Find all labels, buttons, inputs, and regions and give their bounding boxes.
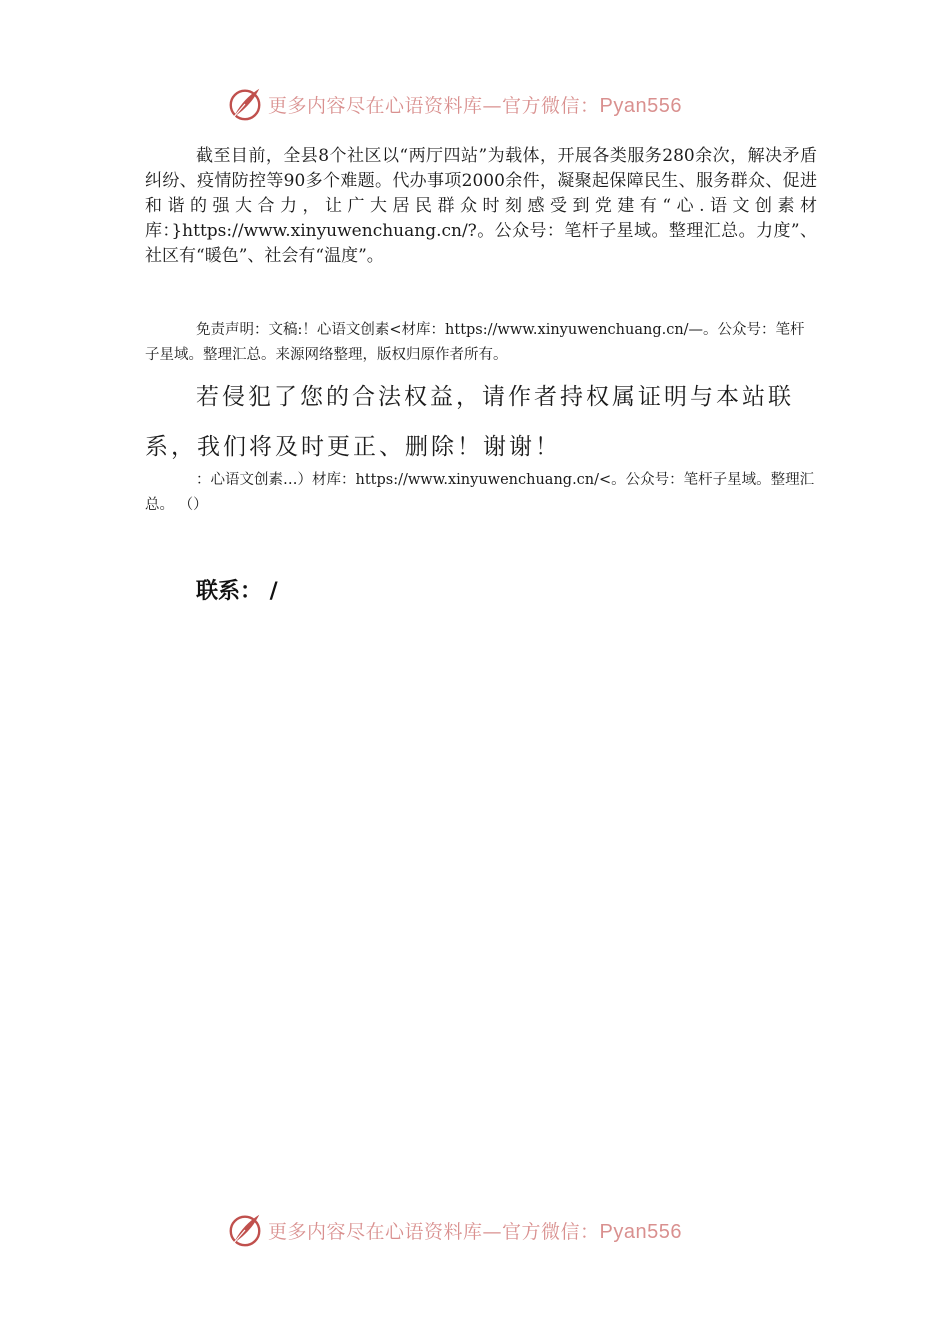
- body-paragraph: 截至目前，全县8个社区以“两厅四站”为载体，开展各类服务280余次，解决矛盾纠纷、疫情防控等90多个难题。代办事项2000余件，凝聚起保障民生、服务群众、促进和谐的强大合力，让广大居民群众时刻感受到党建有“心.语文创素材库：}https://www.xinyuwenchuang.cn/?。公众号：笔杆子星域。整理汇总。力度”、社区有“暖色”、社会有“温度”。: [145, 146, 817, 266]
- banner-wechat-id: Pyan556: [599, 1220, 682, 1243]
- banner-text: [268, 91, 682, 118]
- banner-label: 更多内容尽在心语资料库—官方微信：: [268, 94, 600, 117]
- banner-label: 更多内容尽在心语资料库—官方微信：: [268, 1220, 600, 1243]
- copyright-notice: 若侵犯了您的合法权益，请作者持权属证明与本站联系，我们将及时更正、删除！谢谢！: [145, 384, 794, 460]
- banner-text: [268, 1217, 682, 1244]
- contact-label: 联系： /: [196, 579, 278, 604]
- disclaimer-text: 免责声明：文稿:！心语文创素<材库：https://www.xinyuwenchuang.cn/—。公众号：笔杆子星域。整理汇总。来源网络整理，版权归原作者所有。: [145, 322, 805, 363]
- footer-banner: [226, 1210, 726, 1250]
- banner-wechat-id: Pyan556: [599, 94, 682, 117]
- quill-pen-logo-icon: [226, 1211, 264, 1249]
- header-banner: [226, 84, 726, 124]
- source-note: ：心语文创素…）材库：https://www.xinyuwenchuang.cn/<。公众号：笔杆子星域。整理汇总。 （）: [145, 472, 815, 513]
- quill-pen-logo-icon: [226, 85, 264, 123]
